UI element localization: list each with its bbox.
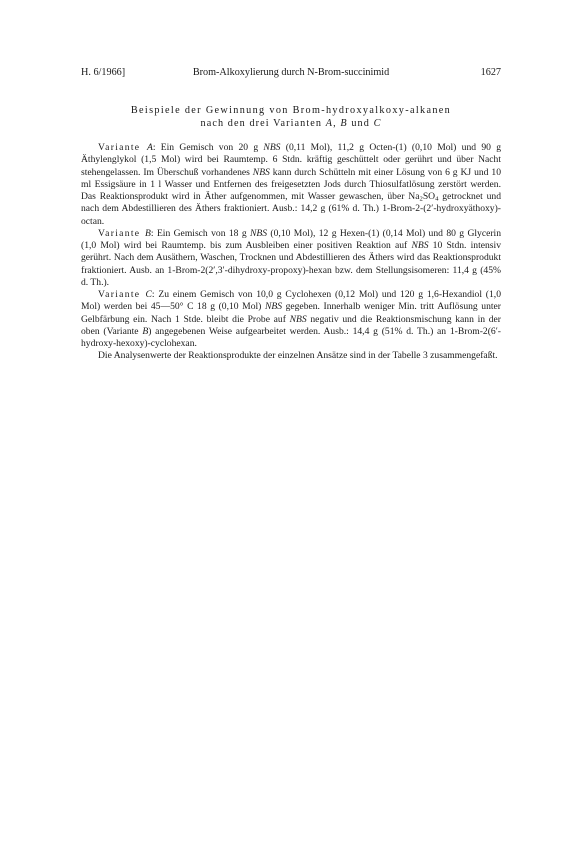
section-title-line-1: Beispiele der Gewinnung von Brom-hydroxyalkoxy-alkanen xyxy=(130,105,452,116)
variant-label: Variante xyxy=(98,289,146,300)
body-text xyxy=(81,142,501,363)
running-head xyxy=(81,66,501,80)
section-title xyxy=(81,104,501,130)
paragraph-closing: Die Analysenwerte der Reaktionsprodukte der einzelnen Ansätze sind in der Tabelle 3 zusammengefaßt. xyxy=(98,350,498,362)
variant-letter: A xyxy=(146,142,153,153)
section-title-line-2: nach den drei Varianten A, B und C xyxy=(200,118,382,129)
variant-label: Variante xyxy=(98,142,147,153)
journal-issue: H. 6/1966] xyxy=(81,67,126,78)
page-number: 1627 xyxy=(480,67,501,78)
variant-letter: B xyxy=(145,227,151,239)
variant-label: Variante xyxy=(98,227,146,239)
paragraph-variante-c: Variante C: Zu einem Gemisch von 10,0 g Cyclohexen (0,12 Mol) und 120 g 1,6-Hexandiol (1,0 Mol) werden bei 45—50° C 18 g (0,10 Mol) NBS gegeben. Innerhalb weniger Min. tritt Auflösung unter Gelbfärbung ein. Nach 1 Stde. bleibt die Probe auf NBS negativ und die Reaktionsmischung kann in der oben (Variante B) angegebenen Weise aufgearbeitet werden. Ausb.: 14,4 g (51% d. Th.) an 1-Brom-2(6′-hydroxy-hexoxy)-cyclohexan. xyxy=(81,289,502,349)
page xyxy=(81,66,501,363)
paragraph-variante-a: Variante A: Ein Gemisch von 20 g NBS (0,11 Mol), 11,2 g Octen-(1) (0,10 Mol) und 90 g Äthylenglykol (1,5 Mol) wird bei Raumtemp. 6 Stdn. kräftig geschüttelt oder gerührt und über Nacht stehengelassen. Im Überschuß vorhandenes NBS kann durch Schütteln mit einer Lösung von 6 g KJ und 10 ml Essigsäure in 1 l Wasser und Entfernen des freigesetzten Jods durch Thiosulfatlösung zerstört werden. Das Reaktionsprodukt wird in Äther aufgenommen, mit Wasser gewaschen, über $Na_2SO_4$ getrocknet und nach dem Abdestillieren des Äthers fraktioniert. Ausb.: 14,2 g (61% d. Th.) 1-Brom-2-(2′-hydroxyäthoxy)-octan. xyxy=(81,142,502,227)
paragraph-variante-b: Variante B: Ein Gemisch von 18 g NBS (0,10 Mol), 12 g Hexen-(1) (0,14 Mol) und 80 g Glycerin (1,0 Mol) wird bei Raumtemp. bis zum Ausbleiben einer positiven Reaktion auf NBS 10 Stdn. intensiv gerührt. Nach dem Ausäthern, Waschen, Trocknen und Abdestillieren des Äthers wird das Reaktionsprodukt fraktioniert. Ausb. an 1-Brom-2(2′,3′-dihydroxy-propoxy)-hexan bzw. dem Stellungsisomeren: 11,4 g (45% d. Th.). xyxy=(81,227,502,288)
running-title: Brom-Alkoxylierung durch N-Brom-succinimid xyxy=(192,67,390,78)
variant-letter: C xyxy=(145,289,152,300)
